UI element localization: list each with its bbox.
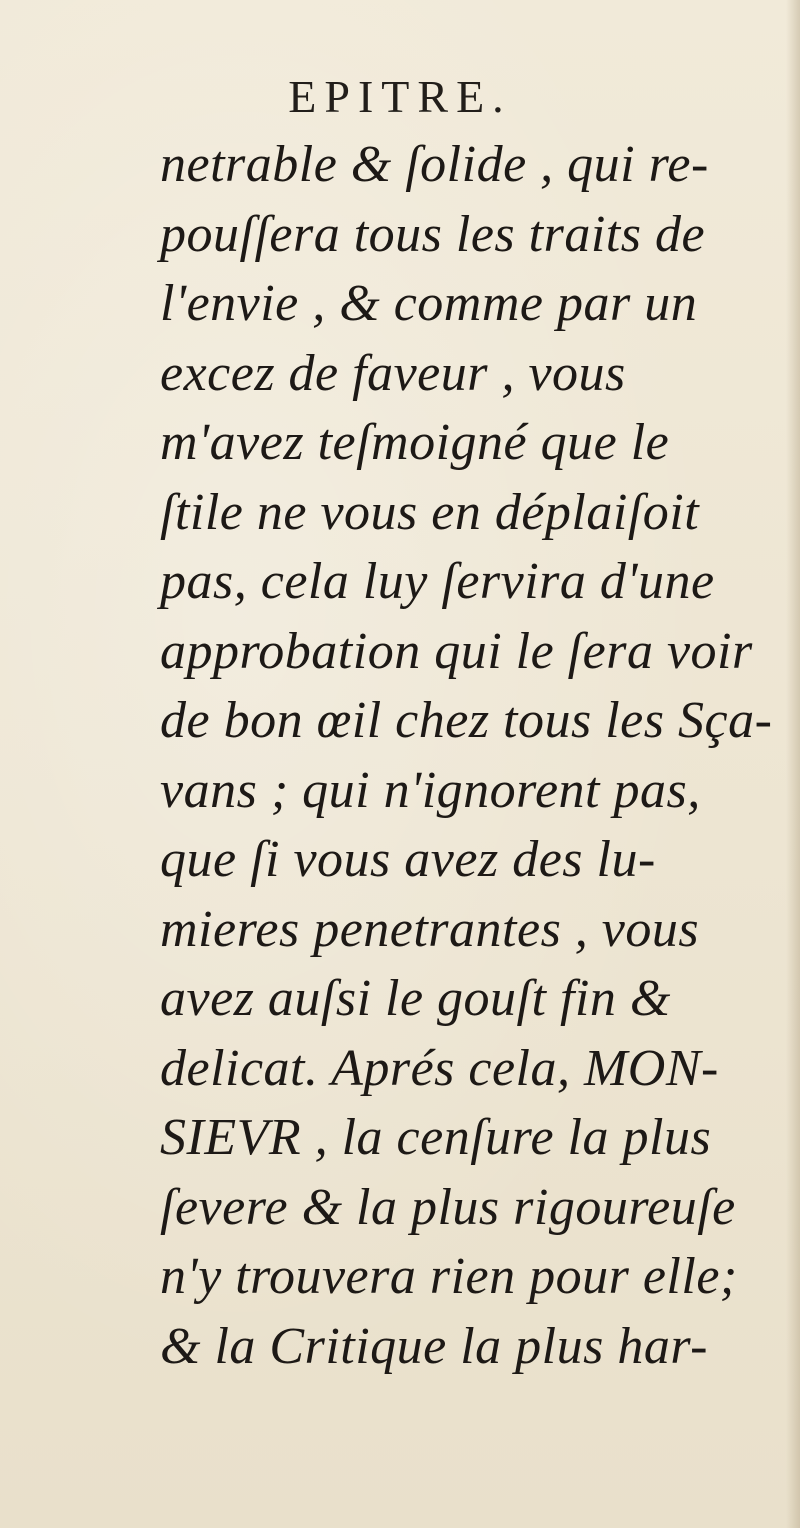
- text-line-4: excez de faveur , vous: [160, 344, 626, 402]
- text-line-16: ſevere & la plus rigoureuſe: [160, 1178, 736, 1236]
- page-edge-shadow: [786, 0, 800, 1528]
- text-line-14: delicat. Aprés cela, MON-: [160, 1039, 719, 1097]
- text-line-11: que ſi vous avez des lu-: [160, 831, 656, 888]
- text-line-15: SIEVR , la cenſure la plus: [160, 1109, 712, 1166]
- text-line-17: n'y trouvera rien pour elle;: [160, 1248, 738, 1305]
- text-line-10: vans ; qui n'ignorent pas,: [160, 761, 701, 819]
- text-line-8: approbation qui le ſera voir: [160, 622, 753, 680]
- text-line-13: avez auſsi le gouſt fin &: [160, 970, 671, 1027]
- page-foot: [0, 1408, 800, 1528]
- text-line-1: netrable & ſolide , qui re-: [160, 136, 709, 193]
- running-head: EPITRE.: [288, 71, 512, 122]
- text-line-18: & la Critique la plus har-: [160, 1317, 708, 1375]
- body-text: [160, 130, 780, 1381]
- text-line-9: de bon œil chez tous les Sça-: [160, 692, 773, 749]
- text-line-7: pas, cela luy ſervira d'une: [160, 553, 715, 610]
- text-line-12: mieres penetrantes , vous: [160, 900, 700, 958]
- text-line-2: pouſſera tous les traits de: [160, 205, 706, 263]
- text-line-6: ſtile ne vous en déplaiſoit: [160, 483, 700, 541]
- text-line-5: m'avez teſmoigné que le: [160, 414, 670, 471]
- text-line-3: l'envie , & comme par un: [160, 275, 698, 332]
